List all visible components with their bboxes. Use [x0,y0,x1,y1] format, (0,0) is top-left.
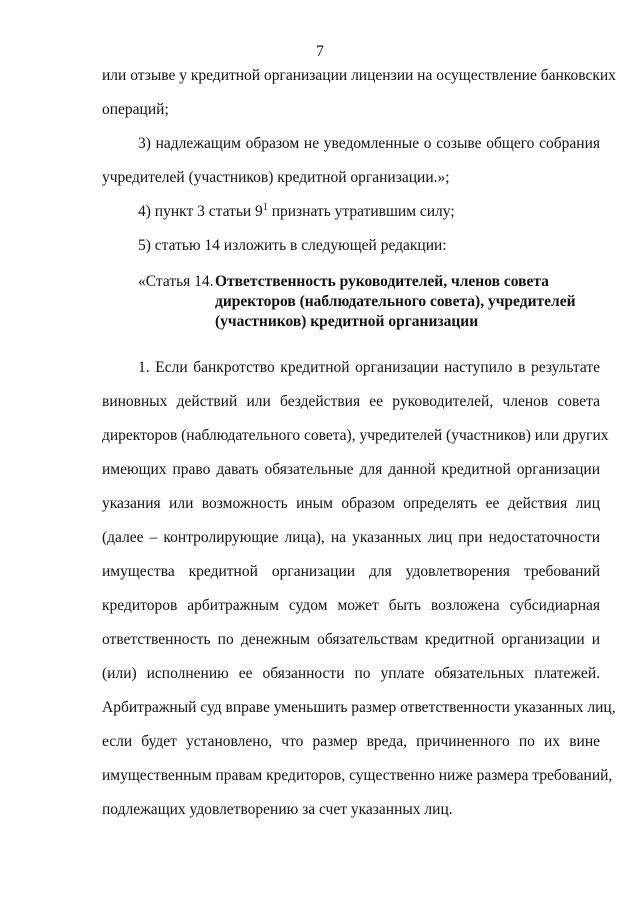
paragraph-line: виновных действий или бездействия ее руководителей, членов совета [102,393,600,410]
paragraph-line: Арбитражный суд вправе уменьшить размер ответственности указанных лиц, [102,699,616,716]
paragraph-line: имущества кредитной организации для удовлетворения требований [102,563,600,580]
paragraph-line: имеющих право давать обязательные для данной кредитной организации [102,461,600,478]
text-fragment: признать утратившим силу; [267,203,455,220]
text-line: операций; [102,101,169,118]
paragraph-line: указания или возможность иным образом определять ее действия лиц [102,495,600,512]
article-label: «Статья 14. [138,273,214,290]
paragraph-line: подлежащих удовлетворению за счет указанных лиц. [102,801,453,818]
text-fragment: 4) пункт 3 статьи 9 [138,203,263,220]
paragraph-line: имущественным правам кредиторов, существенно ниже размера требований, [102,767,613,784]
text-line: 5) статью 14 изложить в следующей редакции: [138,237,447,254]
page-number: 7 [316,43,324,60]
text-line [138,202,455,222]
article-title-line: Ответственность руководителей, членов совета [215,273,549,290]
article-title [215,272,575,332]
paragraph-line: (далее – контролирующие лица), на указанных лиц при недостаточности [102,529,600,546]
text-line: или отзыве у кредитной организации лицензии на осуществление банковских [102,67,616,84]
paragraph-line: кредиторов арбитражным судом может быть возложена субсидиарная [102,597,600,614]
paragraph-line: директоров (наблюдательного совета), учредителей (участников) или других [102,427,609,444]
article-title-line: директоров (наблюдательного совета), учредителей [215,293,576,310]
article-title-line: (участников) кредитной организации [215,313,479,330]
paragraph-line: если будет установлено, что размер вреда, причиненного по их вине [102,733,600,750]
paragraph-line: ответственность по денежным обязательствам кредитной организации и [102,631,600,648]
superscript: 1 [262,201,268,213]
paragraph-line: 1. Если банкротство кредитной организации наступило в результате [138,359,600,376]
text-line: 3) надлежащим образом не уведомленные о созыве общего собрания [138,135,600,152]
paragraph-line: (или) исполнению ее обязанности по уплате обязательных платежей. [102,665,600,682]
text-line: учредителей (участников) кредитной организации.»; [102,169,450,186]
